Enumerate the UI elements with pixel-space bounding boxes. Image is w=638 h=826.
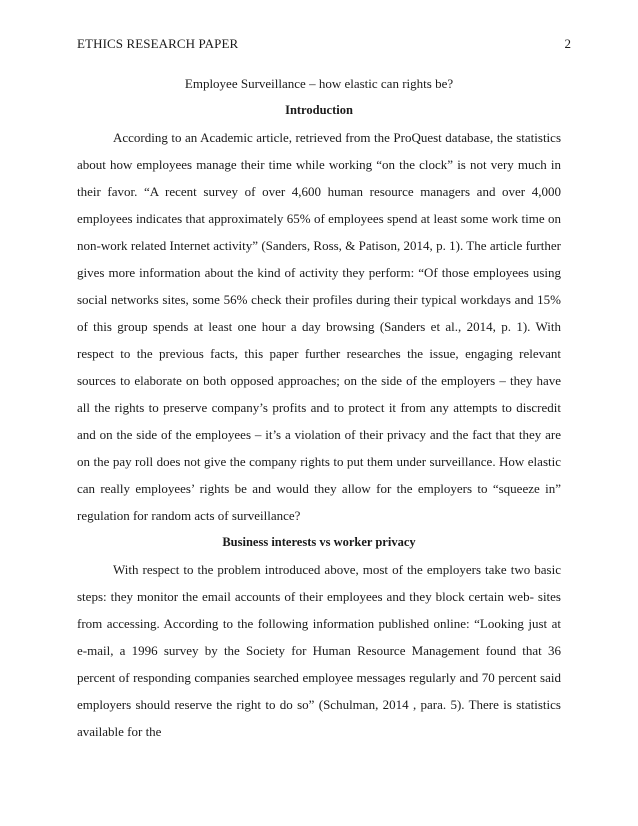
paragraph-business-interests: With respect to the problem introduced above, most of the employers take two basic steps: they monitor the email accounts of their employees and they block certain web- sites from accessing. According to the following information published online: “Looking just at e-mail, a 1996 survey by the Society for Human Resource Management found that 36 percent of responding companies searched employee messages regularly and 70 percent said employers should reserve the right to do so” (Schulman, 2014 , para. 5). There is statistics available for the	[77, 562, 561, 739]
section-heading-introduction: Introduction	[285, 103, 353, 117]
paper-title: Employee Surveillance – how elastic can rights be?	[184, 76, 454, 91]
paragraph-introduction: According to an Academic article, retrieved from the ProQuest database, the statistics about how employees manage their time while working “on the clock” is not very much in their favor. “A recent survey of over 4,600 human resource managers and over 4,000 employees indicates that approximately 65% of employees spend at least some work time on non-work related Internet activity” (Sanders, Ross, & Patison, 2014, p. 1). The article further gives more information about the kind of activity they perform: “Of those employees using social networks sites, some 56% check their profiles during their typical workdays and 15% of this group spends at least one hour a day browsing (Sanders et al., 2014, p. 1). With respect to the previous facts, this paper further researches the issue, engaging relevant sources to elaborate on both opposed approaches; on the side of the employers – they have all the rights to preserve company’s profits and to protect it from any attempts to discredit and on the side of the employees – it’s a violation of their privacy and the fact that they are on the pay roll does not give the company rights to put them under surveillance. How elastic can really employees’ rights be and would they allow for the employers to “squeeze in” regulation for random acts of surveillance?	[77, 130, 561, 523]
paper-body	[77, 70, 561, 745]
section-heading-business-interests: Business interests vs worker privacy	[222, 535, 416, 549]
running-head: ETHICS RESEARCH PAPER	[77, 36, 239, 51]
page-number: 2	[564, 36, 571, 51]
